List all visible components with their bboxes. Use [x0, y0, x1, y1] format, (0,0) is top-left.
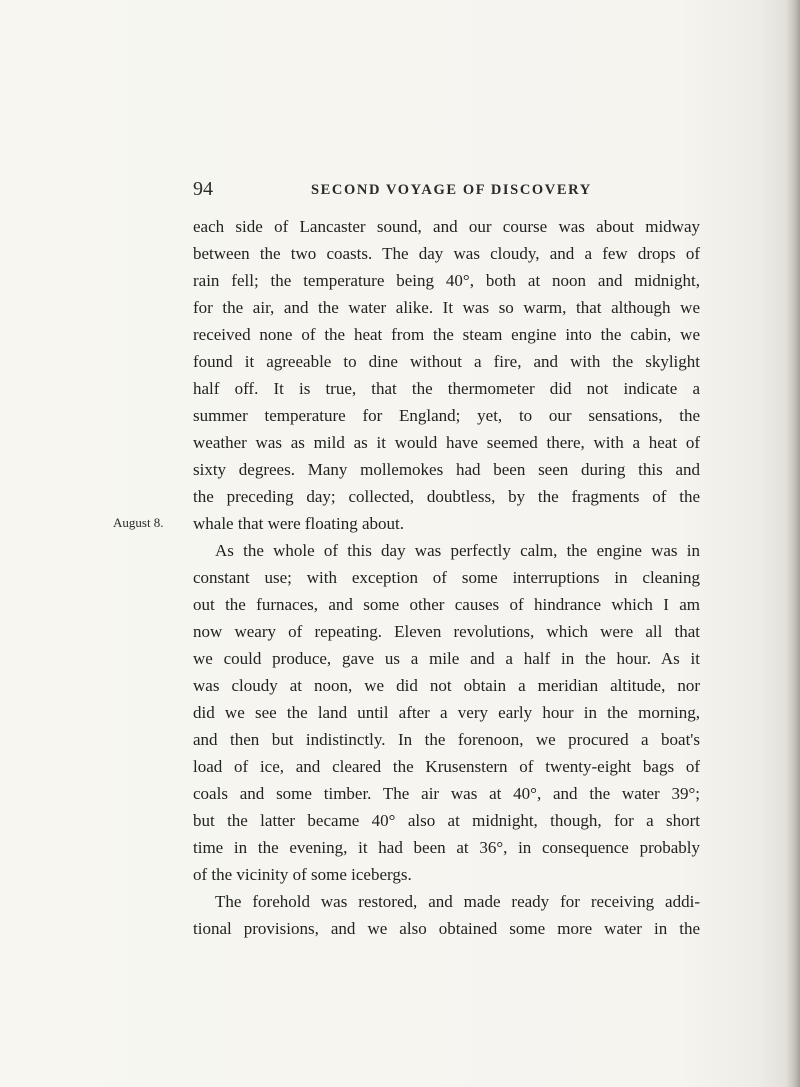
page-number: 94: [193, 178, 213, 200]
page-edge-shadow: [786, 0, 800, 1087]
text-line: between the two coasts. The day was cloudy, and a few drops of: [193, 244, 700, 263]
text-line: summer temperature for England; yet, to our sensations, the: [193, 406, 700, 425]
text-line: constant use; with exception of some interruptions in cleaning: [193, 568, 700, 587]
text-line: now weary of repeating. Eleven revolutions, which were all that: [193, 622, 700, 641]
text-line: half off. It is true, that the thermometer did not indicate a: [193, 379, 700, 398]
text-line: was cloudy at noon, we did not obtain a meridian altitude, nor: [193, 676, 700, 695]
text-line: As the whole of this day was perfectly calm, the engine was in: [215, 541, 700, 560]
text-line: for the air, and the water alike. It was so warm, that although we: [193, 298, 700, 317]
text-line: whale that were floating about.: [193, 514, 405, 533]
text-line: sixty degrees. Many mollemokes had been seen during this and: [193, 460, 700, 479]
text-line: the preceding day; collected, doubtless, by the fragments of the: [193, 487, 700, 506]
text-line: of the vicinity of some icebergs.: [193, 865, 412, 884]
text-line: found it agreeable to dine without a fire, and with the skylight: [193, 352, 700, 371]
text-line: we could produce, gave us a mile and a half in the hour. As it: [193, 649, 700, 668]
text-line: rain fell; the temperature being 40°, both at noon and midnight,: [193, 271, 700, 290]
text-line: coals and some timber. The air was at 40°, and the water 39°;: [193, 784, 700, 803]
text-line: time in the evening, it had been at 36°, in consequence probably: [193, 838, 700, 857]
page-header: [193, 178, 713, 202]
text-line: received none of the heat from the steam engine into the cabin, we: [193, 325, 700, 344]
text-line: load of ice, and cleared the Krusenstern of twenty-eight bags of: [193, 757, 700, 776]
text-line: tional provisions, and we also obtained some more water in the: [193, 919, 700, 938]
margin-date-note: August 8.: [113, 515, 164, 530]
text-line: each side of Lancaster sound, and our course was about midway: [193, 217, 700, 236]
running-title: SECOND VOYAGE OF DISCOVERY: [311, 182, 592, 198]
text-line: The forehold was restored, and made ready for receiving addi-: [215, 892, 700, 911]
body-text: [193, 213, 700, 942]
text-line: weather was as mild as it would have seemed there, with a heat of: [193, 433, 700, 452]
text-line: but the latter became 40° also at midnight, though, for a short: [193, 811, 700, 830]
text-line: did we see the land until after a very early hour in the morning,: [193, 703, 700, 722]
text-line: out the furnaces, and some other causes of hindrance which I am: [193, 595, 700, 614]
text-line: and then but indistinctly. In the forenoon, we procured a boat's: [193, 730, 700, 749]
